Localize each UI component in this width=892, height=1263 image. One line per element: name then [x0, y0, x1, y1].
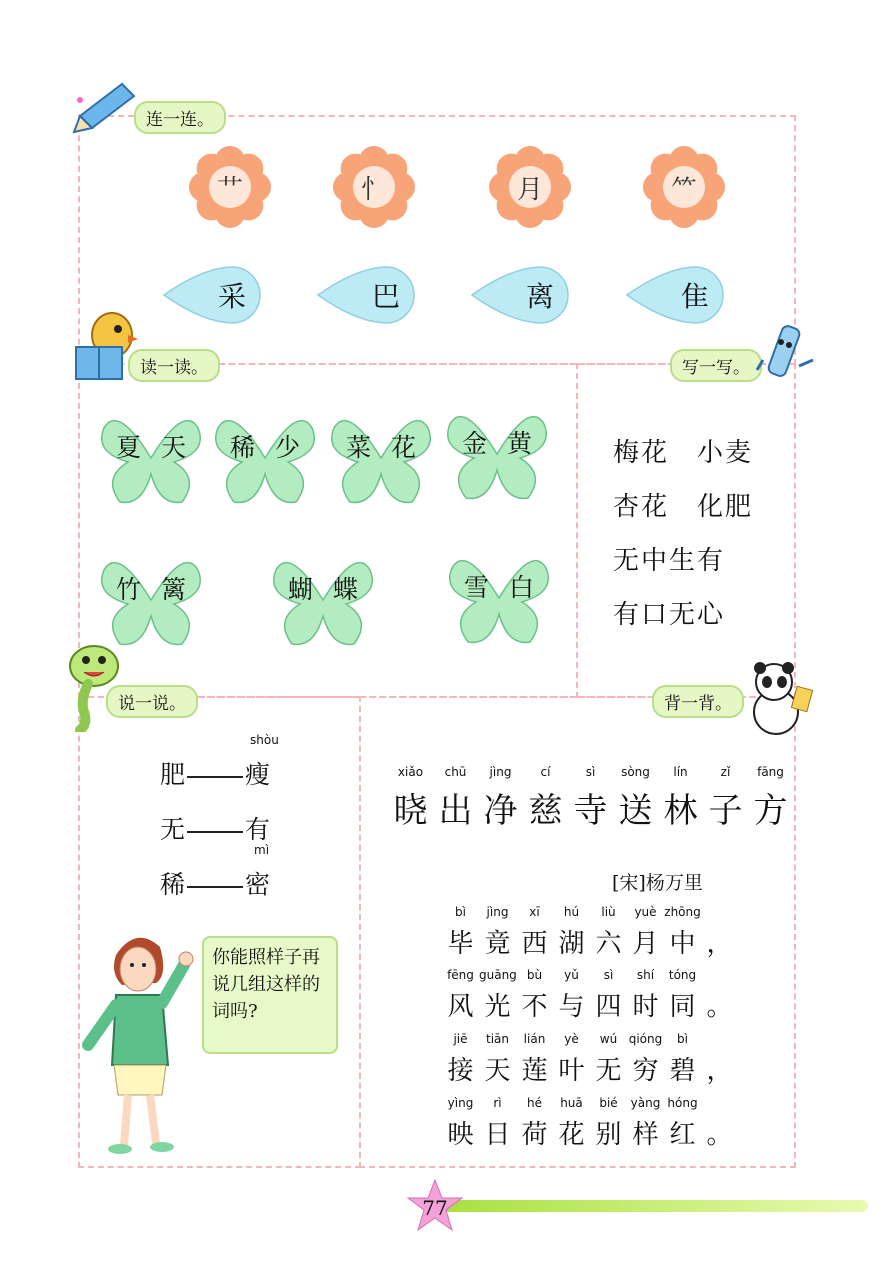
word-char-2: 蝶 [332, 575, 358, 604]
hanzi: 出 [438, 791, 473, 831]
pair-pinyin: shòu [250, 733, 279, 747]
hanzi: 西 [521, 929, 548, 959]
write-header: 写一写。 [670, 349, 762, 382]
hanzi: 。 [706, 992, 733, 1022]
antonym-pair [160, 810, 270, 846]
word-butterfly [444, 404, 550, 504]
pair-word-b: 密 [245, 870, 271, 899]
hanzi: 方 [753, 791, 788, 831]
poem-char-cell [442, 1032, 479, 1087]
poem-line [442, 1096, 738, 1151]
word-char-1: 稀 [229, 433, 255, 462]
hanzi: 风 [447, 992, 474, 1022]
word-butterfly [98, 408, 204, 508]
panda-icon [742, 660, 816, 738]
hanzi: 接 [447, 1056, 474, 1086]
hanzi: 六 [595, 929, 622, 959]
pinyin: yè [564, 1032, 579, 1046]
poem-char-cell [442, 1096, 479, 1151]
poem-char-cell [627, 968, 664, 1023]
poem-char-cell [479, 1032, 516, 1087]
pinyin: sòng [621, 765, 650, 779]
poem-char-cell [627, 905, 664, 960]
poem-title [388, 765, 793, 832]
pinyin: sì [585, 765, 596, 779]
pinyin: hóng [667, 1096, 698, 1110]
hanzi: 无 [595, 1056, 622, 1086]
page-number-badge [405, 1178, 465, 1238]
pair-dash [187, 831, 243, 833]
hanzi: 月 [632, 929, 659, 959]
pinyin: jìng [486, 905, 509, 919]
poem-char-cell [664, 1032, 701, 1087]
poem-char-cell [553, 1096, 590, 1151]
pinyin: zhōng [664, 905, 701, 919]
hanzi: 林 [663, 791, 698, 831]
title-char-cell [658, 765, 703, 832]
pinyin: yìng [447, 1096, 474, 1110]
title-char-cell [388, 765, 433, 832]
poem-line [442, 1032, 738, 1087]
word-butterfly [328, 408, 434, 508]
poem-char-cell [442, 905, 479, 960]
word-char-2: 黄 [506, 429, 532, 458]
pinyin: xiǎo [397, 765, 424, 779]
pinyin: bì [455, 905, 466, 919]
radical-flower[interactable] [642, 145, 726, 229]
title-char-cell [748, 765, 793, 832]
hanzi: ， [706, 929, 733, 959]
poem-char-cell [590, 905, 627, 960]
pinyin: guāng [479, 968, 517, 982]
pair-word-a: 无 [160, 815, 186, 844]
hanzi: ， [706, 1056, 733, 1086]
poem-char-cell [479, 905, 516, 960]
pinyin: tiān [486, 1032, 509, 1046]
word-butterfly [446, 548, 552, 648]
hanzi: 日 [484, 1120, 511, 1150]
pinyin: sì [603, 968, 614, 982]
title-char-cell [433, 765, 478, 832]
hanzi: 净 [483, 791, 518, 831]
radical-label: 艹 [216, 174, 243, 205]
hanzi: 不 [521, 992, 548, 1022]
char-drop[interactable] [162, 264, 262, 326]
radical-flower[interactable] [488, 145, 572, 229]
poem-author: [宋]杨万里 [612, 872, 703, 894]
pinyin: yuè [634, 905, 657, 919]
radical-flower[interactable] [332, 145, 416, 229]
pinyin: yàng [630, 1096, 661, 1110]
hanzi: 光 [484, 992, 511, 1022]
recite-header: 背一背。 [652, 685, 744, 718]
radical-label: 月 [516, 174, 543, 205]
title-char-cell [613, 765, 658, 832]
char-drop[interactable] [470, 264, 570, 326]
poem-line [442, 905, 738, 960]
poem-line [442, 968, 738, 1023]
word-butterfly [98, 550, 204, 650]
poem-char-cell [516, 968, 553, 1023]
pinyin: shí [636, 968, 655, 982]
poem-char-cell [553, 905, 590, 960]
pinyin: bié [599, 1096, 618, 1110]
hanzi: 红 [669, 1120, 696, 1150]
word-char-1: 菜 [345, 433, 371, 462]
hanzi: 莲 [521, 1056, 548, 1086]
hanzi: 慈 [528, 791, 563, 831]
pinyin: zǐ [720, 765, 731, 779]
poem-char-cell [516, 1096, 553, 1151]
char-label: 隹 [680, 280, 709, 313]
pinyin: yǔ [564, 968, 579, 982]
hanzi: 荷 [521, 1120, 548, 1150]
poem-char-cell [701, 905, 738, 960]
char-drop[interactable] [625, 264, 725, 326]
antonym-pair [160, 843, 271, 901]
hanzi: 花 [558, 1120, 585, 1150]
poem-char-cell [701, 1032, 738, 1087]
poem-char-cell [516, 1032, 553, 1087]
word-butterfly [212, 408, 318, 508]
hanzi: 与 [558, 992, 585, 1022]
char-drop[interactable] [316, 264, 416, 326]
pinyin: bì [677, 1032, 688, 1046]
hanzi: 子 [708, 791, 743, 831]
poem-char-cell [479, 1096, 516, 1151]
title-char-cell [478, 765, 523, 832]
pinyin: wú [599, 1032, 618, 1046]
hanzi: 天 [484, 1056, 511, 1086]
pinyin: fāng [757, 765, 784, 779]
speech-bubble: 你能照样子再说几组这样的词吗? [202, 936, 338, 1054]
pinyin [701, 905, 738, 923]
char-label: 离 [525, 280, 554, 313]
poem-char-cell [553, 1032, 590, 1087]
word-char-1: 蝴 [287, 575, 313, 604]
hanzi: 样 [632, 1120, 659, 1150]
pinyin [701, 968, 738, 986]
word-char-2: 天 [160, 433, 186, 462]
hanzi: 穷 [632, 1056, 659, 1086]
hanzi: 送 [618, 791, 653, 831]
poem-char-cell [627, 1096, 664, 1151]
word-char-2: 花 [390, 433, 416, 462]
hanzi: 晓 [393, 791, 428, 831]
pinyin: tóng [668, 968, 697, 982]
hanzi: 四 [595, 992, 622, 1022]
speak-header: 说一说。 [106, 685, 198, 718]
poem-char-cell [701, 968, 738, 1023]
radical-label: ⺮ [670, 174, 697, 205]
write-line-2: 杏花 化肥 [613, 492, 754, 522]
char-label: 采 [217, 280, 246, 313]
connect-header: 连一连。 [134, 101, 226, 134]
poem-char-cell [664, 968, 701, 1023]
hanzi: 叶 [558, 1056, 585, 1086]
pinyin [701, 1032, 738, 1050]
pair-pinyin: mì [254, 843, 270, 857]
word-char-1: 雪 [463, 573, 489, 602]
pinyin: lín [673, 765, 688, 779]
hanzi: 寺 [573, 791, 608, 831]
read-header: 读一读。 [128, 349, 220, 382]
pinyin: jiē [453, 1032, 468, 1046]
poem-char-cell [590, 1032, 627, 1087]
pinyin: lián [523, 1032, 546, 1046]
poem-char-cell [553, 968, 590, 1023]
pinyin: cí [540, 765, 551, 779]
pair-word-b: 瘦 [245, 760, 271, 789]
hanzi: 毕 [447, 929, 474, 959]
page-number: 77 [422, 1196, 448, 1220]
antonym-pair [160, 733, 279, 791]
hanzi: 别 [595, 1120, 622, 1150]
pinyin: hé [527, 1096, 542, 1110]
pair-word-a: 肥 [160, 760, 186, 789]
poem-char-cell [627, 1032, 664, 1087]
pinyin: jìng [489, 765, 512, 779]
teacher-illustration [76, 925, 206, 1165]
hanzi: 同 [669, 992, 696, 1022]
write-frame [576, 363, 796, 698]
poem-char-cell [516, 905, 553, 960]
hanzi: 湖 [558, 929, 585, 959]
poem-char-cell [701, 1096, 738, 1151]
hanzi: 竟 [484, 929, 511, 959]
char-label: 巴 [371, 280, 400, 313]
page-bar [440, 1200, 868, 1212]
pair-word-b: 有 [245, 815, 271, 844]
title-char-cell [523, 765, 568, 832]
word-char-1: 金 [461, 429, 487, 458]
pinyin: chū [444, 765, 467, 779]
word-char-2: 少 [274, 433, 300, 462]
write-line-3: 无中生有 [613, 546, 726, 576]
pinyin: qióng [628, 1032, 663, 1046]
poem-char-cell [590, 968, 627, 1023]
pinyin: fēng [447, 968, 474, 982]
pair-word-a: 稀 [160, 870, 186, 899]
pinyin: huā [560, 1096, 583, 1110]
poem-char-cell [479, 968, 516, 1023]
hanzi: 碧 [669, 1056, 696, 1086]
write-line-1: 梅花 小麦 [613, 438, 754, 468]
pinyin: hú [563, 905, 580, 919]
poem-char-cell [442, 968, 479, 1023]
title-char-cell [703, 765, 748, 832]
title-char-cell [568, 765, 613, 832]
poem-char-cell [664, 905, 701, 960]
word-char-2: 白 [508, 573, 534, 602]
radical-label: 忄 [360, 174, 387, 205]
pinyin [701, 1096, 738, 1114]
hanzi: 时 [632, 992, 659, 1022]
word-char-2: 篱 [160, 575, 186, 604]
hanzi: 。 [706, 1120, 733, 1150]
word-butterfly [270, 550, 376, 650]
hanzi: 映 [447, 1120, 474, 1150]
pair-dash [187, 886, 243, 888]
pair-dash [187, 776, 243, 778]
pinyin: xī [529, 905, 540, 919]
hanzi: 中 [669, 929, 696, 959]
pencil-icon [70, 78, 142, 136]
pinyin: liù [601, 905, 616, 919]
poem-char-cell [590, 1096, 627, 1151]
word-char-1: 竹 [115, 575, 141, 604]
poem-char-cell [664, 1096, 701, 1151]
pinyin: rì [493, 1096, 502, 1110]
pinyin: bù [526, 968, 543, 982]
word-char-1: 夏 [115, 433, 141, 462]
radical-flower[interactable] [188, 145, 272, 229]
pen-character-icon [755, 320, 817, 392]
write-line-4: 有口无心 [613, 600, 726, 630]
